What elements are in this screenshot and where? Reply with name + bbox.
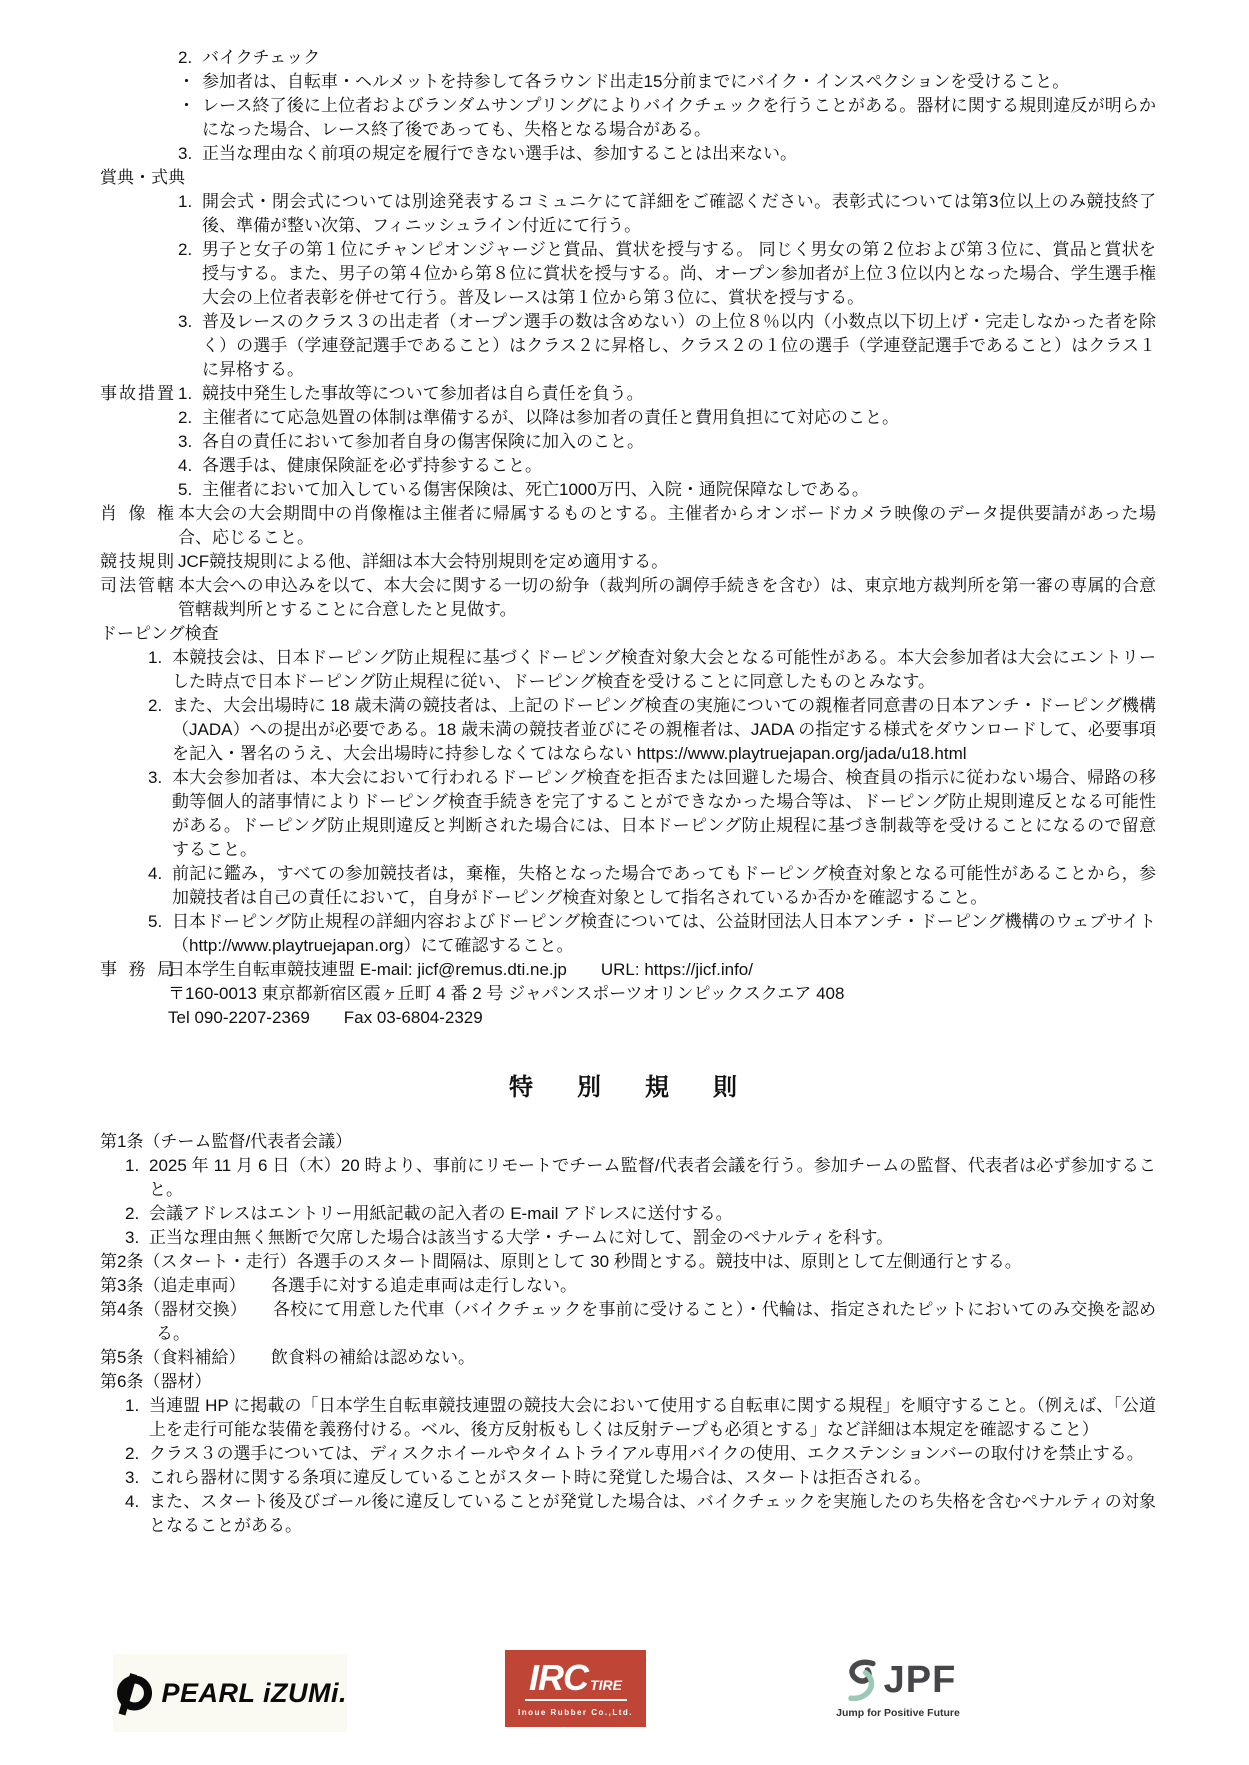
item-text: 主催者にて応急処置の体制は準備するが、以降は参加者の責任と費用負担にて対応のこと。 <box>202 408 899 427</box>
item-marker: 3. <box>178 432 193 451</box>
list-item <box>178 430 1156 454</box>
item-text: 本大会参加者は、本大会において行われるドーピング検査を拒否または回避した場合、検査員の指示に従わない場合、帰路の移動等個人的諸事情によりドーピング検査手続きを完了することができなかった場合等は、ドーピング防止規則違反となる可能性がある。ドーピング防止規則違反と判断された場合には、日本ドーピング防止規程に基づき制裁等を受けることになるので留意すること。 <box>172 768 1156 859</box>
item-marker: ・ <box>178 72 195 91</box>
item-text: 2025 年 11 月 6 日（木）20 時より、事前にリモートでチーム監督/代表者会議を行う。参加チームの監督、代表者は必ず参加すること。 <box>149 1156 1156 1199</box>
item-marker: 3. <box>178 144 193 163</box>
section-doping <box>100 622 1156 958</box>
item-marker: 5. <box>148 912 163 931</box>
list-item <box>178 454 1156 478</box>
item-marker: 2. <box>125 1444 140 1463</box>
special-rules-title: 特 別 規 則 <box>509 1074 747 1101</box>
item-marker: 4. <box>125 1492 140 1511</box>
irc-text: IRC <box>529 1657 589 1698</box>
article-3 <box>100 1274 1156 1298</box>
item-text: 開会式・閉会式については別途発表するコミュニケにて詳細をご確認ください。表彰式については第3位以上のみ競技終了後、準備が整い次第、フィニッシュライン付近にて行う。 <box>202 192 1156 235</box>
document-content <box>100 46 1156 1538</box>
list-item <box>178 70 1156 94</box>
section-body <box>178 550 1156 574</box>
item-marker: 2. <box>178 408 193 427</box>
item-text: バイクチェック <box>202 48 321 67</box>
irc-wordmark <box>529 1657 622 1698</box>
article-text: 第3条（追走車両） 各選手に対する追走車両は走行しない。 <box>100 1276 577 1295</box>
pearl-izumi-wordmark: PEARL iZUMi. <box>161 1677 347 1708</box>
list-item <box>178 478 1156 502</box>
section-text: JCF競技規則による他、詳細は本大会特別規則を定め適用する。 <box>178 552 669 571</box>
article-4 <box>100 1298 1156 1346</box>
irc-underline <box>525 1699 627 1701</box>
list-item <box>148 694 1156 766</box>
section-label: 司法管轄 <box>100 576 174 595</box>
section-office <box>100 958 1156 1030</box>
item-marker: 2. <box>178 48 193 67</box>
item-text: クラス３の選手については、ディスクホイールやタイムトライアル専用バイクの使用、エクステンションバーの取付けを禁止する。 <box>149 1444 1144 1463</box>
section-body <box>168 958 1156 1030</box>
article-5 <box>100 1346 1156 1370</box>
list-item <box>178 46 1156 70</box>
section-body <box>178 502 1156 550</box>
item-marker: 2. <box>178 240 193 259</box>
irc-tire-logo <box>505 1650 646 1727</box>
list-item <box>178 94 1156 142</box>
pearl-izumi-icon <box>113 1670 152 1716</box>
item-text: 正当な理由無く無断で欠席した場合は該当する大学・チームに対して、罰金のペナルティを科す。 <box>149 1228 894 1247</box>
article-text: 第5条（食料補給） 飲食料の補給は認めない。 <box>100 1348 475 1367</box>
section-text: 本大会への申込みを以て、本大会に関する一切の紛争（裁判所の調停手続きを含む）は、東京地方裁判所を第一審の専属的合意管轄裁判所とすることに合意したと見做す。 <box>178 576 1156 619</box>
section-line: 日本学生自転車競技連盟 E-mail: jicf@remus.dti.ne.jp URL: https://jicf.info/ <box>168 960 753 979</box>
section-label: 肖像権 <box>100 504 174 523</box>
item-marker: 1. <box>125 1156 140 1175</box>
irc-tire-text: TIRE <box>590 1677 622 1693</box>
jpf-logo <box>828 1658 968 1719</box>
item-marker: ・ <box>178 96 195 115</box>
article-heading: 第6条（器材） <box>100 1372 212 1391</box>
jpf-tagline: Jump for Positive Future <box>836 1707 960 1719</box>
section-line: Tel 090-2207-2369 Fax 03-6804-2329 <box>168 1008 483 1027</box>
section-line: 〒160-0013 東京都新宿区霞ヶ丘町 4 番 2 号 ジャパンスポーツオリンピックスクエア 408 <box>168 984 845 1003</box>
item-text: また、大会出場時に 18 歳未満の競技者は、上記のドーピング検査の実施についての親権者同意書の日本アンチ・ドーピング機構（JADA）への提出が必要である。18 歳未満の競技者並びにその親権者は、JADA の指定する様式をダウンロードして、必要事項を記入・署名のうえ、大会出場時に持参しなくてはならない https://www.playtruejapan.org/jada/u18.html <box>172 696 1156 763</box>
item-text: 普及レースのクラス３の出走者（オープン選手の数は含めない）の上位８％以内（小数点以下切上げ・完走しなかった者を除く）の選手（学連登記選手であること）はクラス２に昇格し、クラス２の１位の選手（学連登記選手であること）はクラス１に昇格する。 <box>202 312 1156 379</box>
sponsor-logos-row <box>0 1648 1249 1748</box>
jpf-ribbon-icon <box>840 1658 882 1702</box>
pearl-izumi-logo <box>113 1654 347 1732</box>
item-marker: 3. <box>125 1468 140 1487</box>
section-competition-rules <box>100 550 1156 574</box>
item-text: レース終了後に上位者およびランダムサンプリングによりバイクチェックを行うことがある。器材に関する規則違反が明らかになった場合、レース終了後であっても、失格となる場合がある。 <box>202 96 1156 139</box>
list-item <box>178 190 1156 238</box>
article-text: 第2条（スタート・走行）各選手のスタート間隔は、原則として 30 秒間とする。競技中は、原則として左側通行とする。 <box>100 1252 1022 1271</box>
section-body <box>178 574 1156 622</box>
item-marker: 1. <box>148 648 163 667</box>
section-accident <box>100 382 1156 502</box>
bike-check-continuation-block <box>178 46 1156 166</box>
general-rules-sections <box>100 166 1156 1030</box>
section-text: 本大会の大会期間中の肖像権は主催者に帰属するものとする。主催者からオンボードカメラ映像のデータ提供要請があった場合、応じること。 <box>178 504 1156 547</box>
section-label: 事務局 <box>100 960 174 979</box>
item-text: 男子と女子の第１位にチャンピオンジャージと賞品、賞状を授与する。 同じく男女の第２位および第３位に、賞品と賞状を授与する。また、男子の第４位から第８位に賞状を授与する。尚、オープン参加者が上位３位以内となった場合、学生選手権大会の上位者表彰を併せて行う。普及レースは第１位から第３位に、賞状を授与する。 <box>202 240 1156 307</box>
item-text: 競技中発生した事故等について参加者は自ら責任を負う。 <box>202 384 644 403</box>
section-label: 賞典・式典 <box>100 168 185 187</box>
list-item <box>178 382 1156 406</box>
section-body <box>178 190 1156 382</box>
item-text: 各選手は、健康保険証を必ず持参すること。 <box>202 456 542 475</box>
item-text: 各自の責任において参加者自身の傷害保険に加入のこと。 <box>202 432 644 451</box>
item-marker: 3. <box>125 1228 140 1247</box>
item-marker: 1. <box>178 384 193 403</box>
list-item <box>178 406 1156 430</box>
section-body <box>178 382 1156 502</box>
list-item <box>125 1226 1156 1250</box>
item-text: 参加者は、自転車・ヘルメットを持参して各ラウンド出走15分前までにバイク・インスペクションを受けること。 <box>202 72 1070 91</box>
item-marker: 1. <box>125 1396 140 1415</box>
list-item <box>125 1394 1156 1442</box>
article-heading: 第1条（チーム監督/代表者会議） <box>100 1132 353 1151</box>
section-label: 競技規則 <box>100 552 174 571</box>
article-1 <box>100 1130 1156 1250</box>
section-label: ドーピング検査 <box>100 624 219 643</box>
article-6 <box>100 1370 1156 1538</box>
item-marker: 2. <box>125 1204 140 1223</box>
section-awards <box>100 166 1156 382</box>
item-text: これら器材に関する条項に違反していることがスタート時に発覚した場合は、スタートは拒否される。 <box>149 1468 931 1487</box>
list-item <box>148 646 1156 694</box>
list-item <box>148 862 1156 910</box>
item-text: また、スタート後及びゴール後に違反していることが発覚した場合は、バイクチェックを実施したのち失格を含むペナルティの対象となることがある。 <box>149 1492 1156 1535</box>
item-text: 正当な理由なく前項の規定を履行できない選手は、参加することは出来ない。 <box>202 144 797 163</box>
section-portrait-rights <box>100 502 1156 550</box>
item-text: 会議アドレスはエントリー用紙記載の記入者の E-mail アドレスに送付する。 <box>149 1204 733 1223</box>
special-rules-articles <box>100 1130 1156 1538</box>
item-text: 前記に鑑み，すべての参加競技者は，棄権，失格となった場合であってもドーピング検査対象となる可能性があることから，参加競技者は自己の責任において，自身がドーピング検査対象として指名されているか否かを確認すること。 <box>172 864 1156 907</box>
list-item <box>125 1490 1156 1538</box>
article-text: 第4条（器材交換） 各校にて用意した代車（バイクチェックを事前に受けること）・代輪は、指定されたピットにおいてのみ交換を認める。 <box>100 1300 1156 1343</box>
list-item <box>125 1466 1156 1490</box>
article-items <box>125 1154 1156 1250</box>
list-item <box>125 1202 1156 1226</box>
item-marker: 5. <box>178 480 193 499</box>
jpf-text: JPF <box>883 1659 957 1701</box>
list-item <box>125 1154 1156 1202</box>
irc-company-name: Inoue Rubber Co.,Ltd. <box>517 1708 634 1717</box>
list-item <box>178 310 1156 382</box>
list-item <box>178 142 1156 166</box>
list-item <box>125 1442 1156 1466</box>
item-text: 日本ドーピング防止規程の詳細内容およびドーピング検査については、公益財団法人日本アンチ・ドーピング機構のウェブサイト（http://www.playtruejapan.org）にて確認すること。 <box>172 912 1156 955</box>
list-item <box>148 766 1156 862</box>
item-marker: 1. <box>178 192 193 211</box>
section-body <box>148 646 1156 958</box>
jpf-wordmark-row <box>840 1658 957 1702</box>
list-item <box>178 238 1156 310</box>
list-item <box>148 910 1156 958</box>
item-marker: 4. <box>148 864 163 883</box>
item-marker: 3. <box>148 768 163 787</box>
item-marker: 3. <box>178 312 193 331</box>
section-label: 事故措置 <box>100 384 174 403</box>
item-text: 本競技会は、日本ドーピング防止規程に基づくドーピング検査対象大会となる可能性がある。本大会参加者は大会にエントリーした時点で日本ドーピング防止規程に従い、ドーピング検査を受けることに同意したものとみなす。 <box>172 648 1156 691</box>
item-text: 主催者において加入している傷害保険は、死亡1000万円、入院・通院保障なしである。 <box>202 480 869 499</box>
article-items <box>125 1394 1156 1538</box>
article-2 <box>100 1250 1156 1274</box>
item-text: 当連盟 HP に掲載の「日本学生自転車競技連盟の競技大会において使用する自転車に関する規程」を順守すること。（例えば、「公道上を走行可能な装備を義務付ける。ベル、後方反射板もしくは反射テープも必須とする」など詳細は本規定を確認すること） <box>149 1396 1156 1439</box>
section-jurisdiction <box>100 574 1156 622</box>
item-marker: 2. <box>148 696 163 715</box>
item-marker: 4. <box>178 456 193 475</box>
